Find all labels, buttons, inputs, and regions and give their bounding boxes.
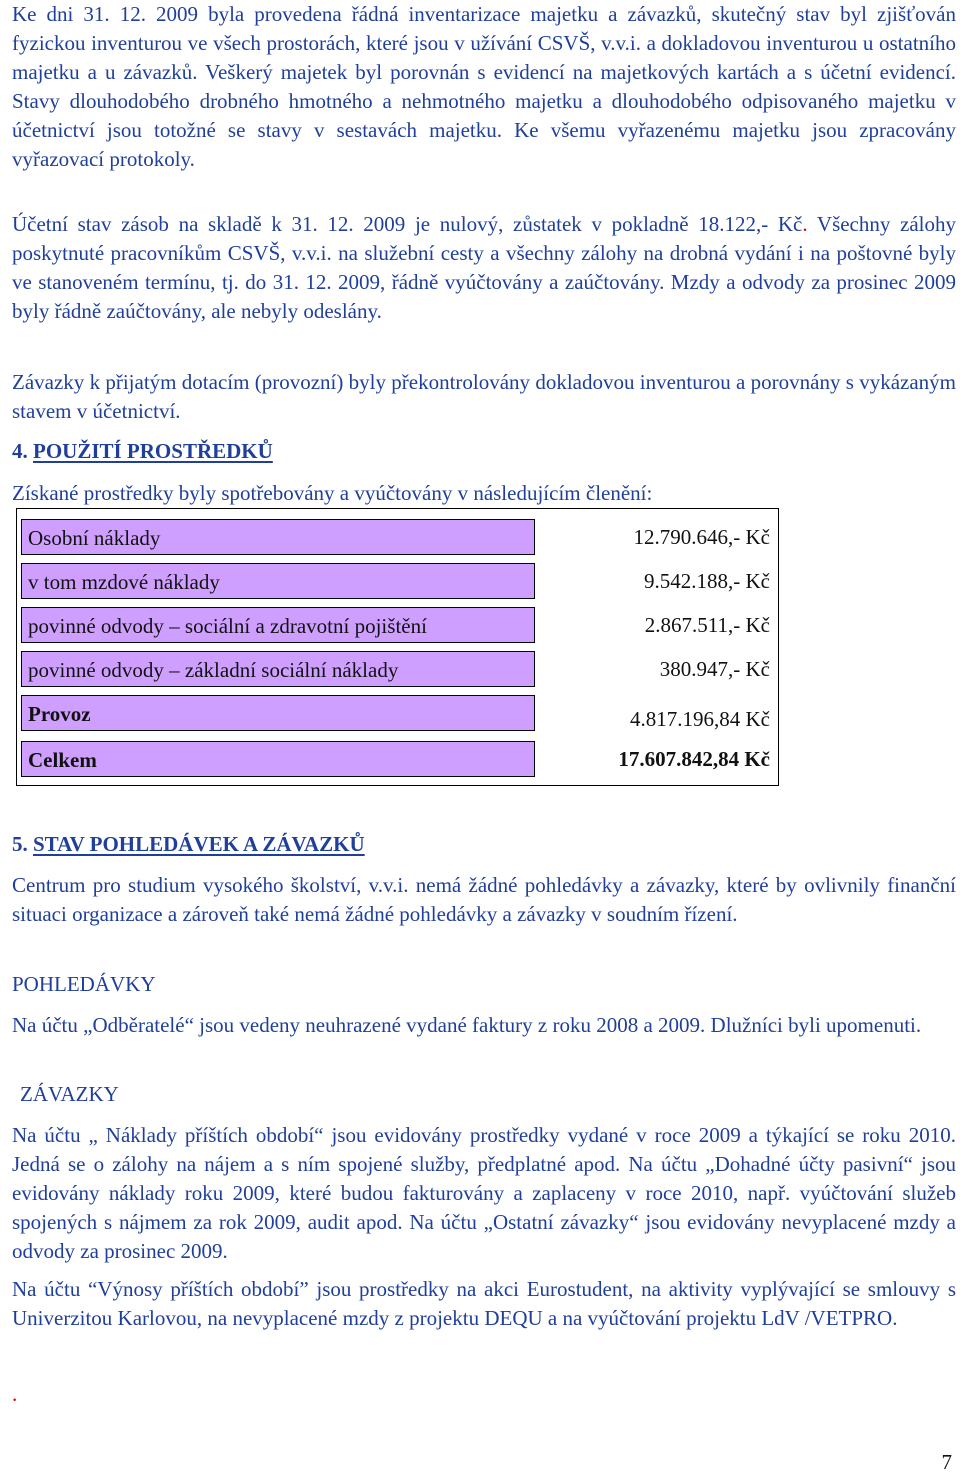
stray-dot: . [12,1382,18,1406]
subsidies-paragraph: Závazky k přijatým dotacím (provozní) byly překontrolovány dokladovou inventurou a porovnány s vykázaným stavem v účetnictví. [12,370,956,423]
row-label: Celkem [21,741,535,777]
table-row [17,559,778,603]
section-5-intro: Centrum pro studium vysokého školství, v.v.i. nemá žádné pohledávky a závazky, které by ovlivnily finanční situaci organizace a zároveň také nemá žádné pohledávky a závazky v soudním řízení. [12,873,956,926]
table-row [17,647,778,691]
page-number: 7 [941,1450,952,1474]
row-value: 9.542.188,- Kč [644,569,770,593]
row-label: povinné odvody – základní sociální náklady [21,651,535,687]
table-row [17,691,778,735]
row-value: 380.947,- Kč [659,657,770,681]
liabilities-heading: ZÁVAZKY [20,1082,119,1106]
expenses-table [16,508,779,786]
section-5-heading: 5. STAV POHLEDÁVEK A ZÁVAZKŮ [12,832,365,856]
table-row [17,515,778,559]
table-row [17,603,778,647]
table-row [17,737,778,781]
liabilities-paragraph: Na účtu „ Náklady příštích období“ jsou evidovány prostředky vydané v roce 2009 a týkající se roku 2010. Jedná se o zálohy na nájem a s ním spojené služby, předplatné apod. Na účtu „Dohadné účty pasivní“ jsou evidovány náklady roku 2009, které budou fakturovány a zaplaceny v roce 2010, např. vyúčtování služeb spojených s nájmem za rok 2009, audit apod. Na účtu „Ostatní závazky“ jsou evidovány nevyplacené mzdy a odvody za prosinec 2009. [12,1123,956,1263]
row-value: 2.867.511,- Kč [644,613,770,637]
row-label: povinné odvody – sociální a zdravotní pojištění [21,607,535,643]
row-value: 12.790.646,- Kč [633,525,770,549]
deferred-revenues-paragraph: Na účtu “Výnosy příštích období” jsou prostředky na akci Eurostudent, na aktivity vyplývající se smlouvy s Univerzitou Karlovou, na nevyplacené mzdy z projektu DEQU a na vyúčtování projektu LdV /VETPRO. [12,1277,956,1330]
receivables-heading: POHLEDÁVKY [12,972,156,996]
row-value: 4.817.196,84 Kč [630,707,770,731]
row-label: Osobní náklady [21,519,535,555]
row-value: 17.607.842,84 Kč [618,747,770,771]
row-label: Provoz [21,695,535,731]
receivables-paragraph: Na účtu „Odběratelé“ jsou vedeny neuhrazené vydané faktury z roku 2008 a 2009. Dlužníci byli upomenuti. [12,1013,922,1037]
stock-cash-paragraph: Účetní stav zásob na skladě k 31. 12. 2009 je nulový, zůstatek v pokladně 18.122,- Kč. Všechny zálohy poskytnuté pracovníkům CSVŠ, v.v.i. na služební cesty a všechny zálohy na drobná vydání i na poštovné byly ve stanoveném termínu, tj. do 31. 12. 2009, řádně vyúčtovány a zaúčtovány. Mzdy a odvody za prosinec 2009 byly řádně zaúčtovány, ale nebyly odeslány. [12,212,957,323]
section-4-heading: 4. POUŽITÍ PROSTŘEDKŮ [12,439,273,463]
inventory-paragraph: Ke dni 31. 12. 2009 byla provedena řádná inventarizace majetku a závazků, skutečný stav byl zjišťován fyzickou inventurou ve všech prostorách, které jsou v užívání CSVŠ, v.v.i. a dokladovou inventurou u ostatního majetku a u závazků. Veškerý majetek byl porovnán s evidencí na majetkových kartách a s účetní evidencí. Stavy dlouhodobého drobného hmotného a nehmotného majetku a dlouhodobého odpisovaného majetku v účetnictví jsou totožné se stavy v sestavách majetku. Ke všemu vyřazenému majetku jsou zpracovány vyřazovací protokoly. [12,2,957,171]
row-label: v tom mzdové náklady [21,563,535,599]
section-4-intro: Získané prostředky byly spotřebovány a vyúčtovány v následujícím členění: [12,481,653,505]
